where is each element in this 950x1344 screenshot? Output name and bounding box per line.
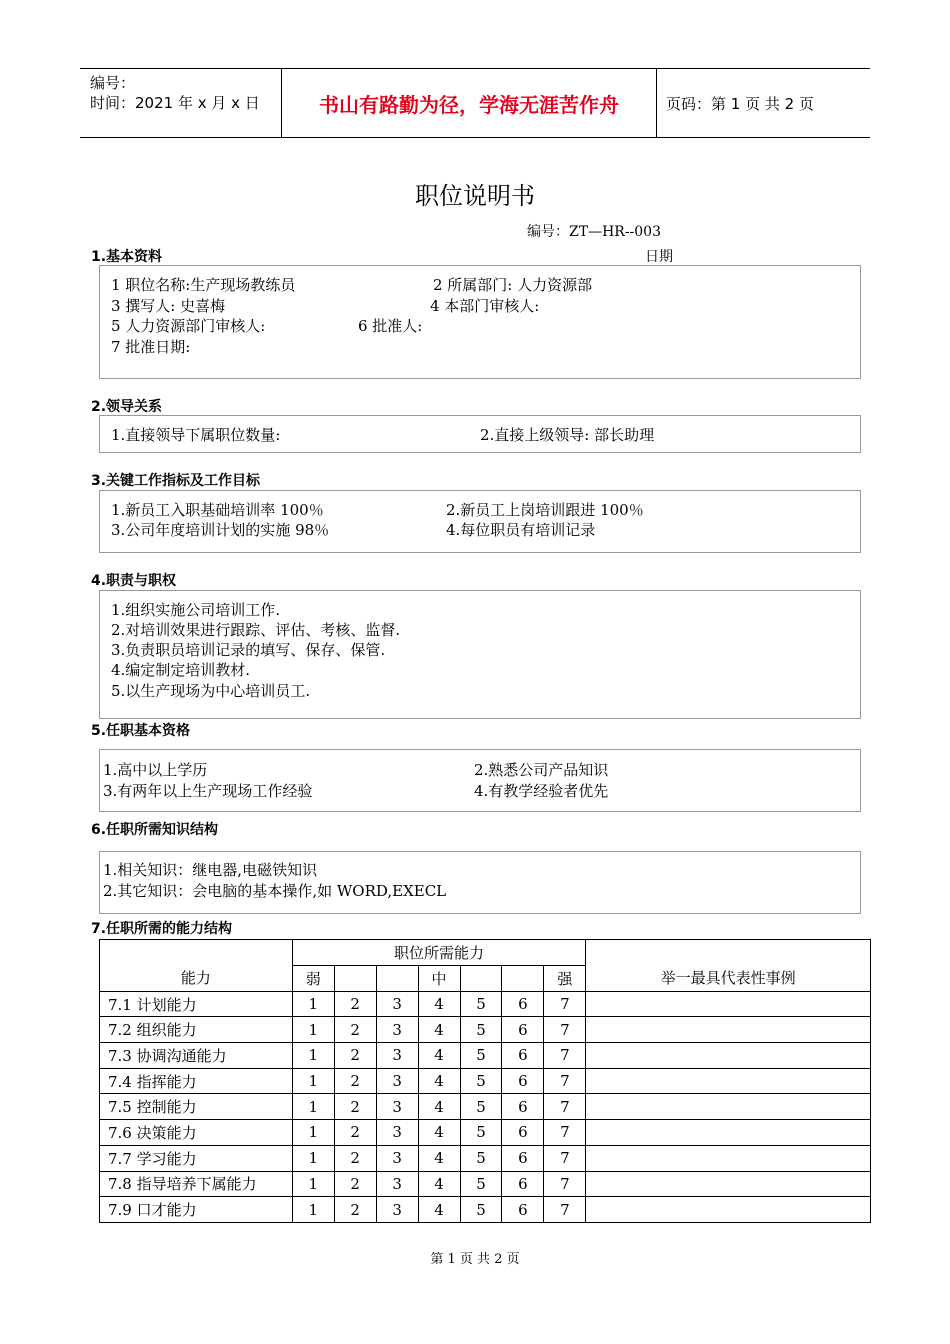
level-cell: 2 <box>334 1197 376 1223</box>
example-cell <box>586 1197 871 1223</box>
level-cell: 6 <box>502 1145 544 1171</box>
level-cell: 1 <box>292 1068 334 1094</box>
level-cell: 2 <box>334 1017 376 1043</box>
knowledge-item: 2.其它知识：会电脑的基本操作,如 WORD,EXECL <box>103 882 447 900</box>
date-label: 日期 <box>645 249 673 265</box>
level-cell: 7 <box>544 1145 586 1171</box>
section-5-heading: 5.任职基本资格 <box>91 723 191 739</box>
example-cell <box>586 1017 871 1043</box>
section-6-heading: 6.任职所需知识结构 <box>91 822 219 838</box>
page-footer: 第 1 页 共 2 页 <box>430 1252 520 1267</box>
level-cell: 6 <box>502 1017 544 1043</box>
duties-box <box>99 590 861 719</box>
level-cell: 4 <box>418 991 460 1017</box>
level-cell: 7 <box>544 991 586 1017</box>
level-cell: 5 <box>460 1145 502 1171</box>
ability-name: 7.3 协调沟通能力 <box>100 1043 293 1069</box>
knowledge-box <box>99 851 861 914</box>
level-cell: 7 <box>544 1094 586 1120</box>
dept-reviewer: 4 本部门审核人: <box>430 297 540 315</box>
level-cell: 3 <box>376 1068 418 1094</box>
page-header <box>80 68 870 138</box>
subordinate-count: 1.直接领导下属职位数量: <box>111 426 281 444</box>
table-row <box>100 1068 871 1094</box>
level-cell: 6 <box>502 1068 544 1094</box>
section-2-heading: 2.领导关系 <box>91 399 163 415</box>
duty-item: 4.编定制定培训教材. <box>111 661 251 679</box>
level-cell: 1 <box>292 1145 334 1171</box>
qualification-box <box>99 749 861 812</box>
hr-reviewer: 5 人力资源部门审核人: <box>111 317 266 335</box>
level-cell: 3 <box>376 1043 418 1069</box>
qualification-item: 4.有教学经验者优先 <box>474 782 609 800</box>
level-cell: 6 <box>502 1043 544 1069</box>
table-row <box>100 1017 871 1043</box>
level-cell: 7 <box>544 1120 586 1146</box>
ability-name: 7.5 控制能力 <box>100 1094 293 1120</box>
example-cell <box>586 1145 871 1171</box>
level-cell: 7 <box>544 1068 586 1094</box>
kpi-item: 1.新员工入职基础培训率 100％ <box>111 501 324 519</box>
level-cell: 4 <box>418 1068 460 1094</box>
qualification-item: 2.熟悉公司产品知识 <box>474 761 609 779</box>
ability-name: 7.1 计划能力 <box>100 991 293 1017</box>
direct-superior: 2.直接上级领导: 部长助理 <box>480 426 655 444</box>
example-cell <box>586 1094 871 1120</box>
ability-name: 7.8 指导培养下属能力 <box>100 1171 293 1197</box>
duty-item: 5.以生产现场为中心培训员工. <box>111 682 311 700</box>
duty-item: 1.组织实施公司培训工作. <box>111 601 281 619</box>
level-cell: 5 <box>460 1171 502 1197</box>
table-row <box>100 1094 871 1120</box>
level-cell: 3 <box>376 1120 418 1146</box>
level-cell: 3 <box>376 1197 418 1223</box>
level-cell: 3 <box>376 991 418 1017</box>
ability-header: 能力 <box>100 940 293 992</box>
position-name: 1 职位名称:生产现场教练员 <box>111 276 296 294</box>
level-cell: 3 <box>376 1171 418 1197</box>
level-cell: 2 <box>334 1145 376 1171</box>
department: 2 所属部门: 人力资源部 <box>433 276 593 294</box>
table-row <box>100 1145 871 1171</box>
required-ability-header: 职位所需能力 <box>292 940 586 966</box>
level-cell: 2 <box>334 1068 376 1094</box>
leadership-box <box>99 415 861 453</box>
level-cell: 7 <box>544 1017 586 1043</box>
section-4-heading: 4.职责与职权 <box>91 573 177 589</box>
kpi-item: 2.新员工上岗培训跟进 100％ <box>446 501 644 519</box>
level-cell: 4 <box>418 1094 460 1120</box>
page-title: 职位说明书 <box>415 182 535 210</box>
duty-item: 2.对培训效果进行跟踪、评估、考核、监督. <box>111 621 401 639</box>
ability-name: 7.4 指挥能力 <box>100 1068 293 1094</box>
level-cell: 1 <box>292 1043 334 1069</box>
weak-label: 弱 <box>292 966 334 992</box>
kpi-item: 3.公司年度培训计划的实施 98％ <box>111 521 330 539</box>
page-indicator: 页码：第 1 页 共 2 页 <box>666 94 814 113</box>
level-cell: 4 <box>418 1017 460 1043</box>
basic-info-box <box>99 265 861 379</box>
table-row <box>100 1043 871 1069</box>
strong-label: 强 <box>544 966 586 992</box>
example-cell <box>586 1120 871 1146</box>
kpi-item: 4.每位职员有培训记录 <box>446 521 596 539</box>
level-cell: 6 <box>502 991 544 1017</box>
level-cell: 7 <box>544 1171 586 1197</box>
level-cell: 3 <box>376 1017 418 1043</box>
level-cell: 6 <box>502 1171 544 1197</box>
writer: 3 撰写人: 史喜梅 <box>111 297 226 315</box>
ability-name: 7.2 组织能力 <box>100 1017 293 1043</box>
level-cell: 1 <box>292 991 334 1017</box>
level-cell: 3 <box>376 1145 418 1171</box>
kpi-box <box>99 490 861 553</box>
level-cell: 1 <box>292 1017 334 1043</box>
level-cell: 1 <box>292 1197 334 1223</box>
level-cell: 6 <box>502 1197 544 1223</box>
table-row <box>100 1120 871 1146</box>
level-cell: 5 <box>460 1120 502 1146</box>
approver: 6 批准人: <box>358 317 423 335</box>
number-label: 编号： <box>90 74 136 92</box>
example-cell <box>586 991 871 1017</box>
mid-label: 中 <box>418 966 460 992</box>
ability-name: 7.7 学习能力 <box>100 1145 293 1171</box>
level-cell: 6 <box>502 1094 544 1120</box>
approval-date: 7 批准日期: <box>111 338 191 356</box>
level-cell: 5 <box>460 991 502 1017</box>
table-row <box>100 991 871 1017</box>
ability-name: 7.6 决策能力 <box>100 1120 293 1146</box>
level-cell: 1 <box>292 1094 334 1120</box>
level-cell: 1 <box>292 1120 334 1146</box>
level-cell: 5 <box>460 1017 502 1043</box>
level-cell: 4 <box>418 1197 460 1223</box>
level-cell: 3 <box>376 1094 418 1120</box>
level-cell: 2 <box>334 1120 376 1146</box>
example-cell <box>586 1043 871 1069</box>
motto: 书山有路勤为径，学海无涯苦作舟 <box>281 69 657 137</box>
level-cell: 4 <box>418 1120 460 1146</box>
qualification-item: 3.有两年以上生产现场工作经验 <box>103 782 313 800</box>
level-cell: 4 <box>418 1043 460 1069</box>
level-cell: 7 <box>544 1197 586 1223</box>
level-cell: 5 <box>460 1197 502 1223</box>
level-cell: 2 <box>334 1043 376 1069</box>
table-row <box>100 1197 871 1223</box>
qualification-item: 1.高中以上学历 <box>103 761 208 779</box>
section-7-heading: 7.任职所需的能力结构 <box>91 921 233 937</box>
header-meta <box>80 69 281 137</box>
level-cell: 5 <box>460 1094 502 1120</box>
level-cell: 2 <box>334 991 376 1017</box>
level-cell: 6 <box>502 1120 544 1146</box>
section-1-heading: 1.基本资料 <box>91 249 163 265</box>
example-header: 举一最具代表性事例 <box>586 940 871 992</box>
time-label: 时间：2021 年 x 月 x 日 <box>90 94 260 112</box>
level-cell: 7 <box>544 1043 586 1069</box>
table-row <box>100 1171 871 1197</box>
level-cell: 4 <box>418 1145 460 1171</box>
level-cell: 4 <box>418 1171 460 1197</box>
ability-table <box>99 939 871 1223</box>
ability-name: 7.9 口才能力 <box>100 1197 293 1223</box>
level-cell: 2 <box>334 1171 376 1197</box>
level-cell: 5 <box>460 1043 502 1069</box>
section-3-heading: 3.关键工作指标及工作目标 <box>91 473 261 489</box>
duty-item: 3.负责职员培训记录的填写、保存、保管. <box>111 641 386 659</box>
level-cell: 5 <box>460 1068 502 1094</box>
example-cell <box>586 1068 871 1094</box>
document-number: 编号：ZT—HR--003 <box>527 224 661 240</box>
level-cell: 1 <box>292 1171 334 1197</box>
knowledge-item: 1.相关知识：继电器,电磁铁知识 <box>103 861 318 879</box>
example-cell <box>586 1171 871 1197</box>
level-cell: 2 <box>334 1094 376 1120</box>
